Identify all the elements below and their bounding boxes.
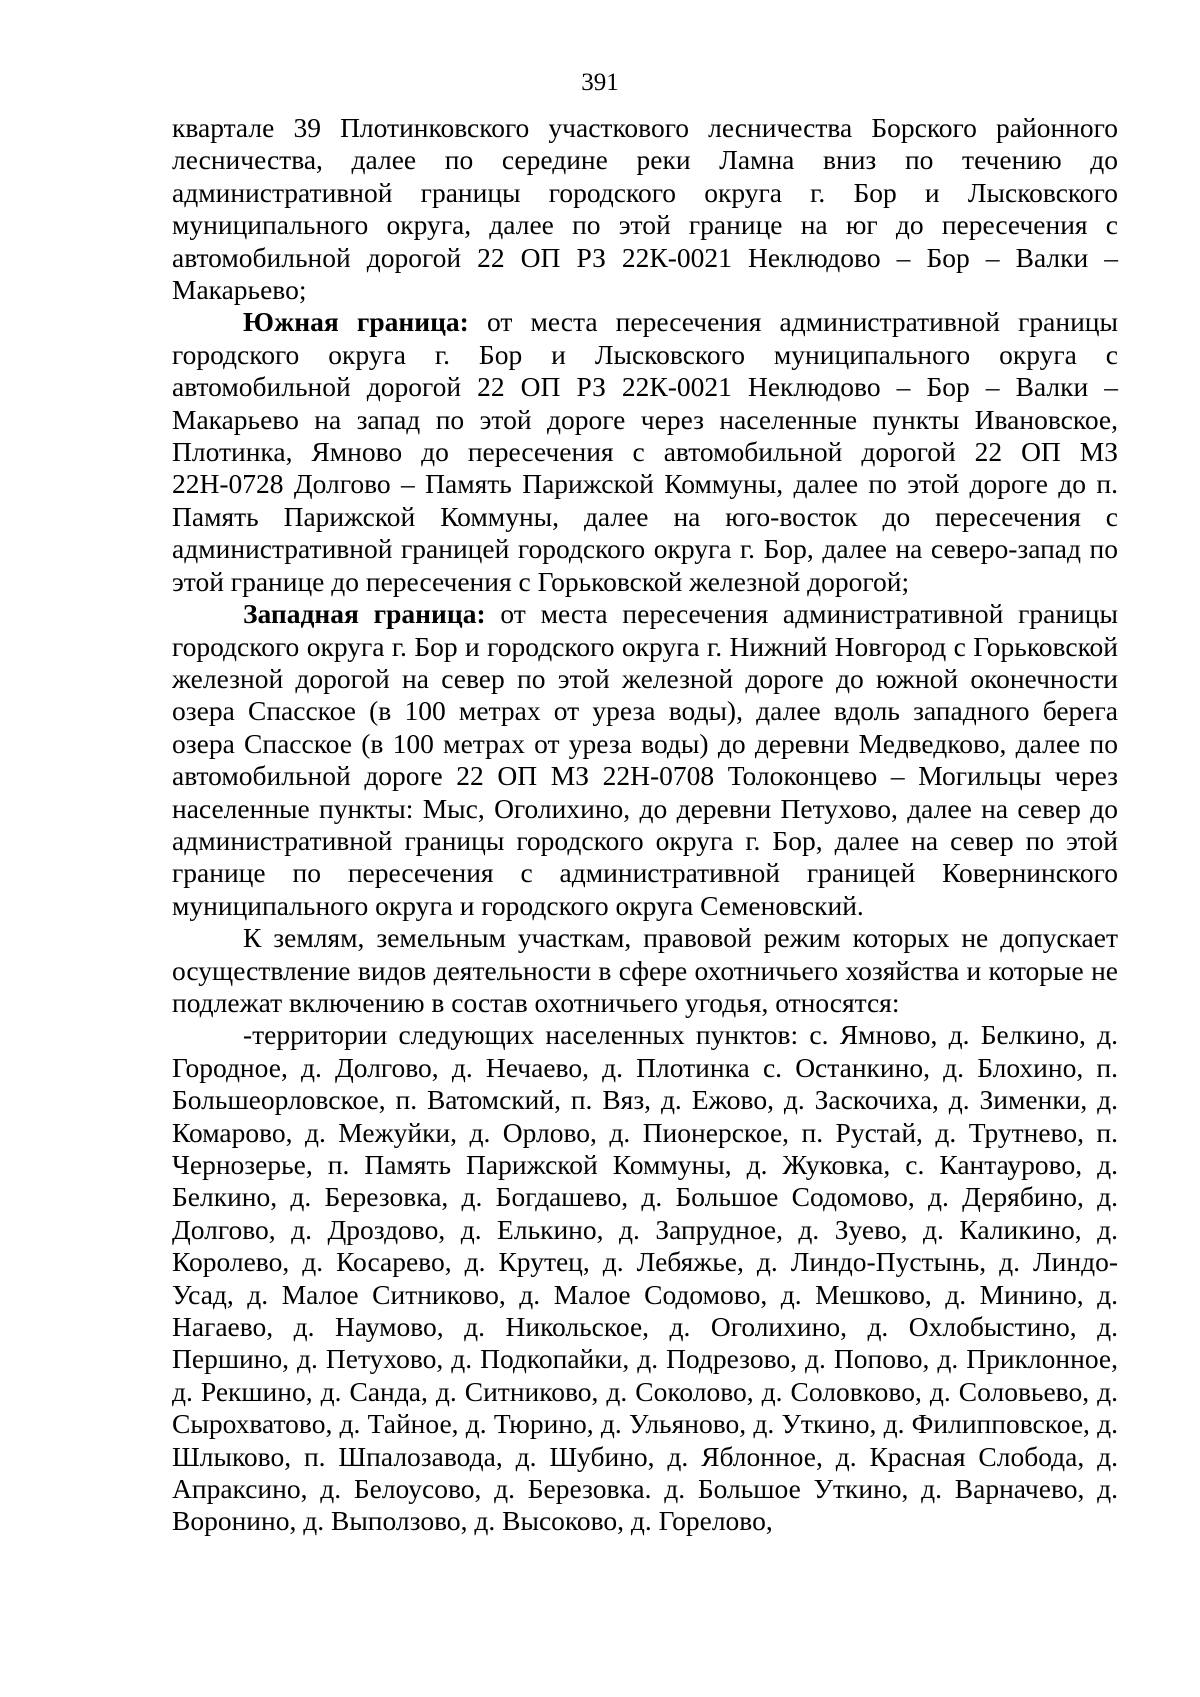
- paragraph-continuation: квартале 39 Плотинковского участкового лесничества Борского районного лесничества, далее по середине реки Ламна вниз по течению до административной границы городского округа г. Бор и Лысковского муниципального округа, далее по этой границе на юг до пересечения с автомобильной дорогой 22 ОП РЗ 22К-0021 Неклюдово – Бор – Валки – Макарьево;: [172, 112, 1118, 306]
- paragraph-settlements-list: -территории следующих населенных пунктов: с. Ямново, д. Белкино, д. Городное, д. Долгово, д. Нечаево, д. Плотинка с. Останкино, д. Блохино, п. Большеорловское, п. Ватомский, п. Вяз, д. Ежово, д. Заскочиха, д. Зименки, д. Комарово, д. Межуйки, д. Орлово, д. Пионерское, п. Рустай, д. Трутнево, п. Чернозерье, п. Память Парижской Коммуны, д. Жуковка, с. Кантаурово, д. Белкино, д. Березовка, д. Богдашево, д. Большое Содомово, д. Дерябино, д. Долгово, д. Дроздово, д. Елькино, д. Запрудное, д. Зуево, д. Каликино, д. Королево, д. Косарево, д. Крутец, д. Лебяжье, д. Линдо-Пустынь, д. Линдо-Усад, д. Малое Ситниково, д. Малое Содомово, д. Мешково, д. Минино, д. Нагаево, д. Наумово, д. Никольское, д. Оголихино, д. Охлобыстино, д. Першино, д. Петухово, д. Подкопайки, д. Подрезово, д. Попово, д. Приклонное, д. Рекшино, д. Санда, д. Ситниково, д. Соколово, д. Соловково, д. Соловьево, д. Сырохватово, д. Тайное, д. Тюрино, д. Ульяново, д. Уткино, д. Филипповское, д. Шлыково, п. Шпалозавода, д. Шубино, д. Яблонное, д. Красная Слобода, д. Апраксино, д. Белоусово, д. Березовка. д. Большое Уткино, д. Варначево, д. Воронино, д. Выползово, д. Высоково, д. Горелово,: [172, 1019, 1118, 1537]
- paragraph-southern-boundary: [172, 306, 1118, 598]
- page-number: 391: [581, 69, 619, 96]
- southern-boundary-heading: Южная граница:: [243, 306, 469, 338]
- paragraph-western-boundary: [172, 598, 1118, 922]
- southern-boundary-text: от места пересечения административной границы городского округа г. Бор и Лысковского муниципального округа с автомобильной дорогой 22 ОП РЗ 22К-0021 Неклюдово – Бор – Валки – Макарьево на запад по этой дороге через населенные пункты Ивановское, Плотинка, Ямново до пересечения с автомобильной дорогой 22 ОП МЗ 22Н-0728 Долгово – Память Парижской Коммуны, далее по этой дороге до п. Память Парижской Коммуны, далее на юго-восток до пересечения с административной границей городского округа г. Бор, далее на северо-запад по этой границе до пересечения с Горьковской железной дорогой;: [172, 306, 1119, 597]
- paragraph-excluded-lands: К землям, земельным участкам, правовой режим которых не допускает осуществление видов деятельности в сфере охотничьего хозяйства и которые не подлежат включению в состав охотничьего угодья, относятся:: [172, 922, 1118, 1018]
- western-boundary-text: от места пересечения административной границы городского округа г. Бор и городского округа г. Нижний Новгород с Горьковской железной дорогой на север по этой железной дороге до южной оконечности озера Спасское (в 100 метрах от уреза воды), далее вдоль западного берега озера Спасское (в 100 метрах от уреза воды) до деревни Медведково, далее по автомобильной дороге 22 ОП МЗ 22Н-0708 Толоконцево – Могильцы через населенные пункты: Мыс, Оголихино, до деревни Петухово, далее на север до административной границы городского округа г. Бор, далее на север по этой границе по пересечения с административной границей Ковернинского муниципального округа и городского округа Семеновский.: [172, 598, 1118, 921]
- western-boundary-heading: Западная граница:: [243, 598, 486, 630]
- document-body: [172, 112, 1118, 1538]
